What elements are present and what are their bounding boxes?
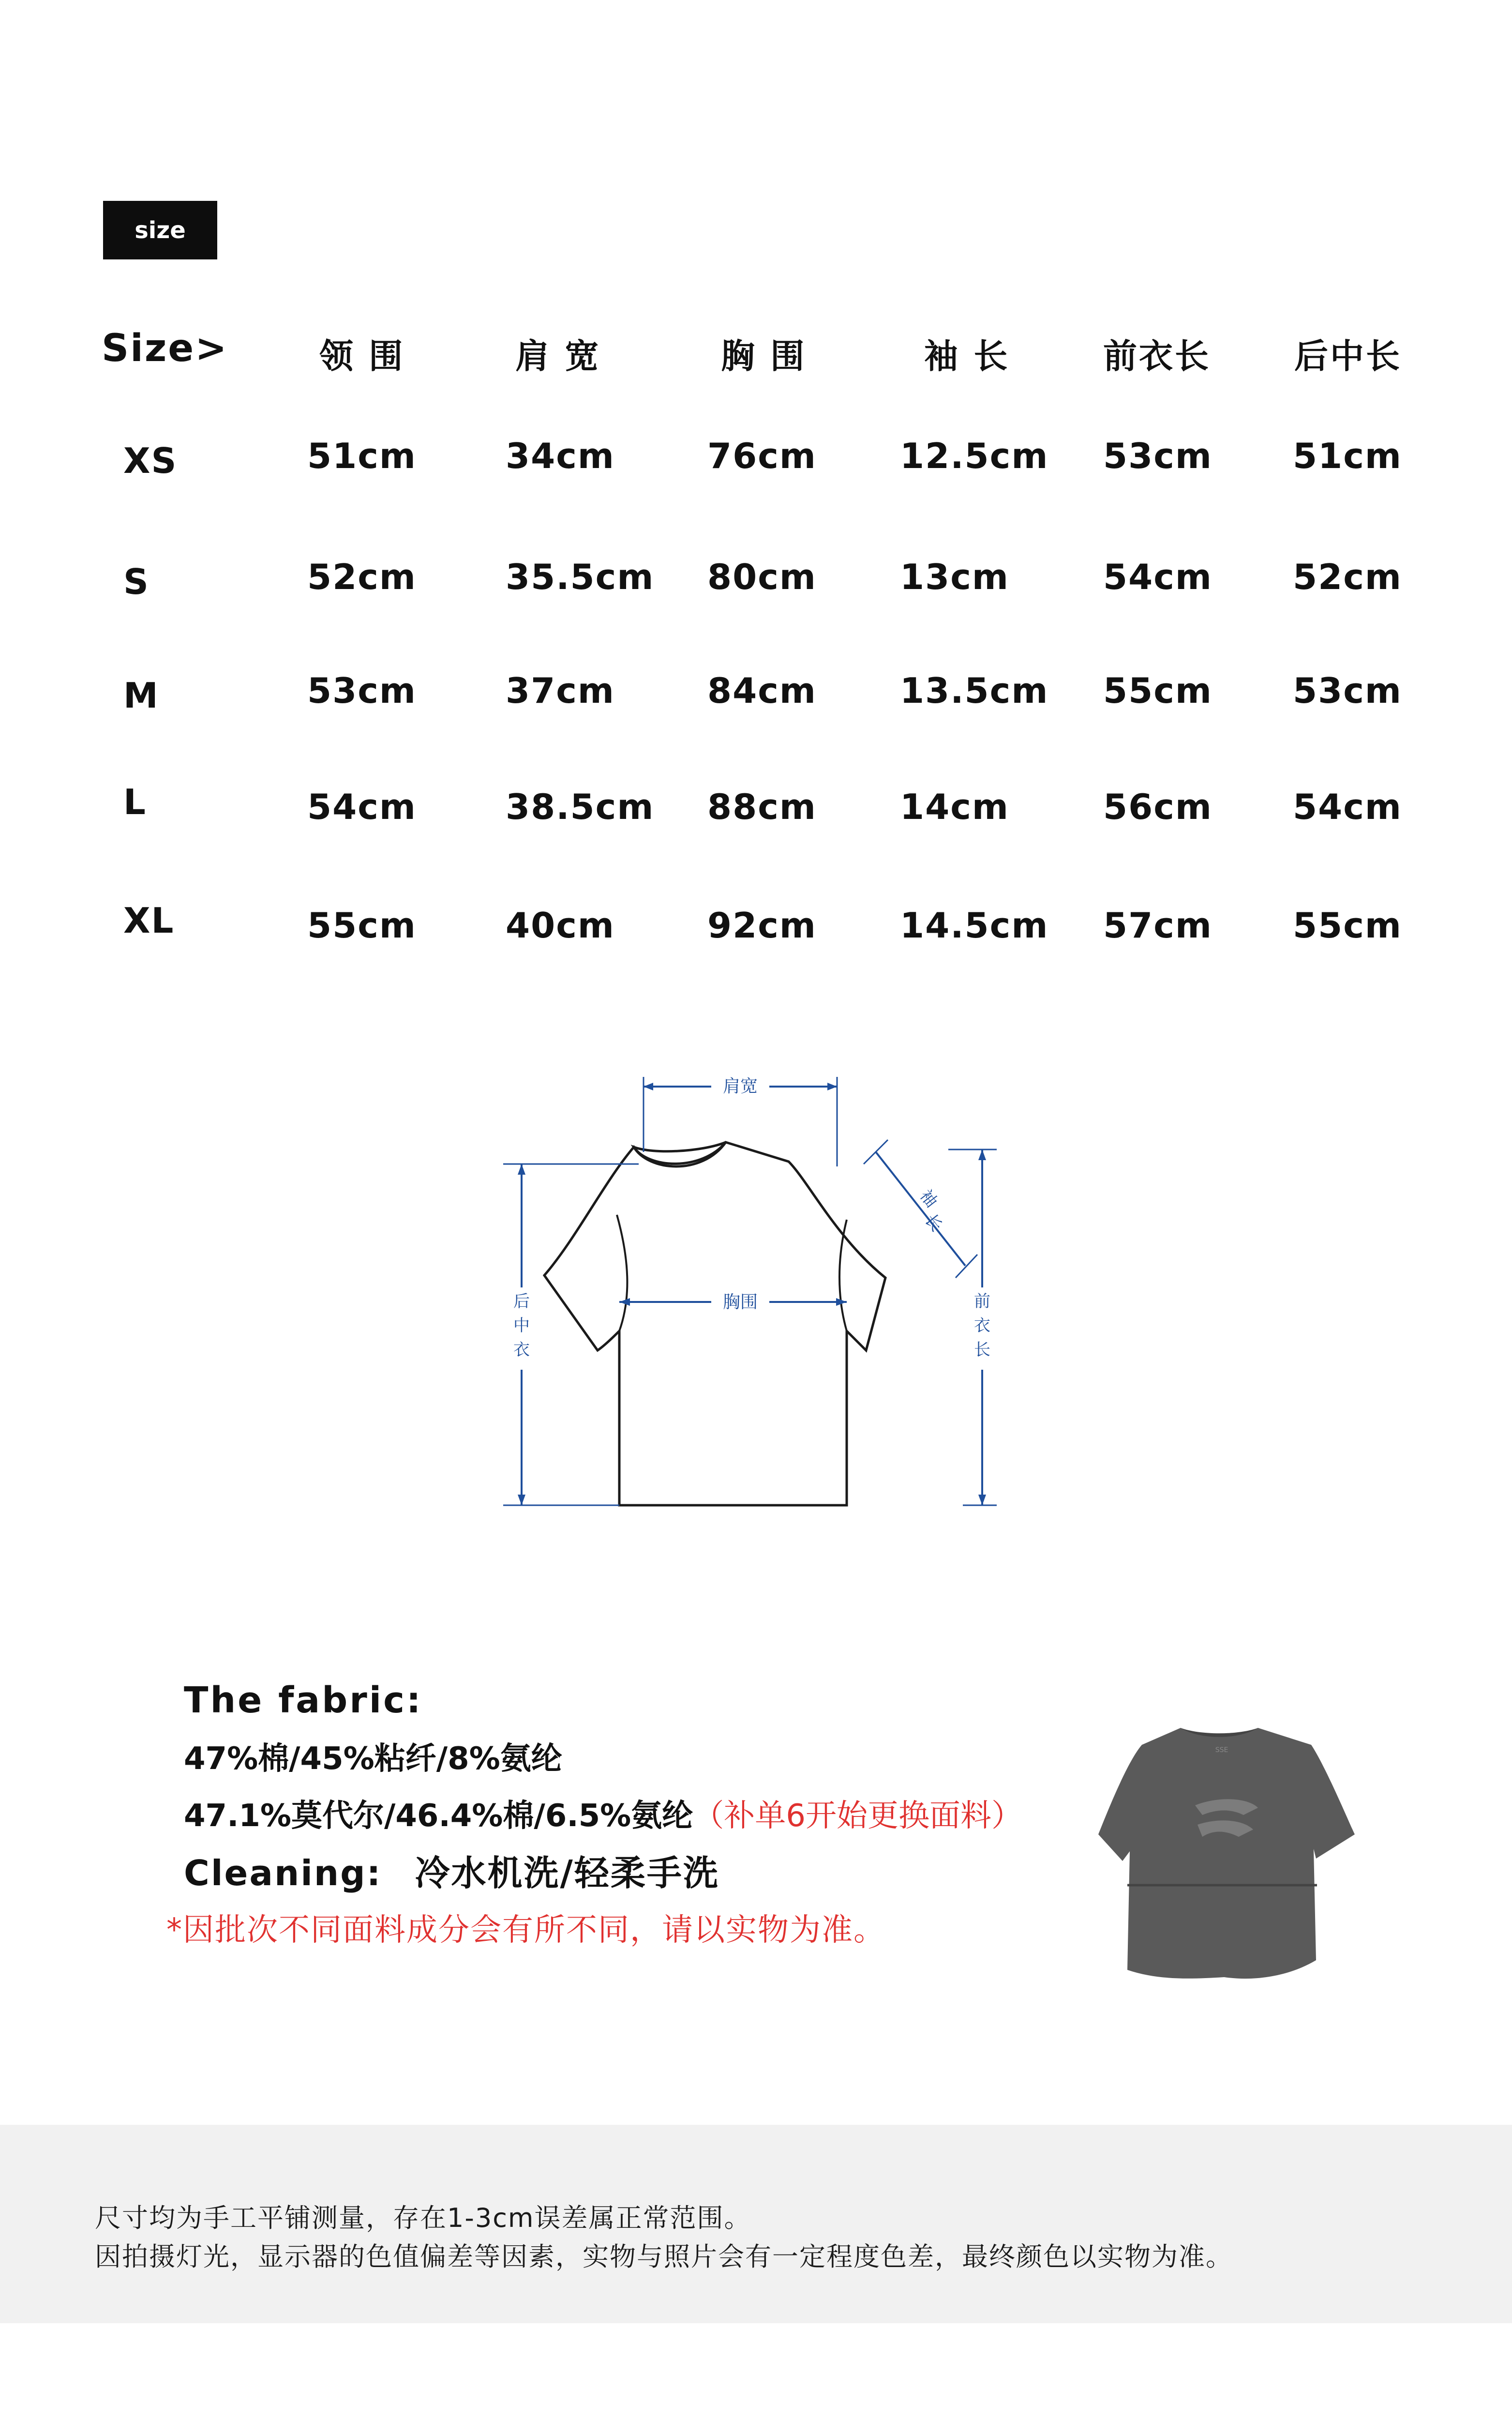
row-size: XL: [123, 900, 175, 941]
front-length-label-c: 长: [974, 1340, 990, 1360]
shoulder-label: 肩宽: [722, 1076, 758, 1096]
photo-logo: SSE: [1215, 1746, 1228, 1754]
row-front-length: 55cm: [1103, 670, 1213, 711]
row-front-length: 53cm: [1103, 436, 1213, 476]
header-shoulder: 肩 宽: [515, 336, 601, 376]
measurement-diagram: [498, 1055, 1026, 1515]
row-back-length: 51cm: [1293, 436, 1402, 476]
footer-line-2: 因拍摄灯光，显示器的色值偏差等因素，实物与照片会有一定程度色差，最终颜色以实物为准。: [95, 2241, 1233, 2272]
row-collar: 54cm: [307, 786, 417, 827]
armhole-left: [617, 1215, 627, 1331]
sleeve-label-a: 袖: [915, 1186, 942, 1211]
row-size: S: [123, 561, 150, 602]
cleaning-label: Cleaning:: [184, 1853, 382, 1893]
fabric-composition-1: 47%棉/45%粘纤/8%氨纶: [184, 1741, 562, 1777]
row-sleeve: 14.5cm: [900, 905, 1049, 946]
row-back-length: 54cm: [1293, 786, 1402, 827]
chest-label: 胸围: [722, 1292, 758, 1312]
row-front-length: 57cm: [1103, 905, 1213, 946]
header-collar: 领 围: [319, 336, 405, 376]
row-sleeve: 14cm: [900, 786, 1009, 827]
row-sleeve: 13cm: [900, 557, 1009, 597]
row-shoulder: 34cm: [506, 436, 615, 476]
tshirt-outline: [544, 1142, 885, 1505]
table-row: [0, 900, 1512, 973]
product-photo: [1098, 1718, 1360, 1989]
fabric-title: The fabric:: [184, 1679, 423, 1721]
cleaning-value: 冷水机洗/轻柔手洗: [415, 1853, 719, 1893]
tshirt-body: [1098, 1728, 1355, 1979]
size-badge: size: [103, 201, 217, 259]
front-length-label-a: 前: [974, 1292, 990, 1311]
header-sleeve: 袖 长: [924, 336, 1010, 376]
table-row: [0, 782, 1512, 854]
front-length-label-b: 衣: [974, 1316, 990, 1335]
row-back-length: 52cm: [1293, 557, 1402, 597]
header-chest: 胸 围: [721, 336, 807, 376]
row-chest: 84cm: [707, 670, 817, 711]
table-row: [0, 670, 1512, 738]
row-size: XS: [123, 440, 178, 481]
cleaning-line: [184, 1845, 1127, 1895]
row-shoulder: 35.5cm: [506, 557, 655, 597]
row-size: L: [123, 782, 147, 822]
row-shoulder: 37cm: [506, 670, 615, 711]
row-sleeve: 13.5cm: [900, 670, 1049, 711]
row-front-length: 54cm: [1103, 557, 1213, 597]
back-length-label-b: 中: [513, 1316, 530, 1335]
size-table-header: [0, 319, 1512, 382]
table-row: [0, 436, 1512, 503]
header-size: Size>: [102, 327, 228, 370]
row-chest: 76cm: [707, 436, 817, 476]
row-chest: 80cm: [707, 557, 817, 597]
fabric-section: [166, 1679, 1127, 1950]
row-size: M: [123, 675, 159, 716]
back-length-label-a: 后: [513, 1292, 530, 1311]
fabric-composition-2: [184, 1791, 1127, 1835]
row-chest: 92cm: [707, 905, 817, 946]
header-back-length: 后中长: [1294, 336, 1402, 376]
row-chest: 88cm: [707, 786, 817, 827]
row-collar: 53cm: [307, 670, 417, 711]
fabric-composition-2-note: （补单6开始更换面料）: [693, 1798, 1023, 1834]
footer-disclaimer: [0, 2125, 1512, 2323]
row-sleeve: 12.5cm: [900, 436, 1049, 476]
footer-line-1: 尺寸均为手工平铺测量，存在1-3cm误差属正常范围。: [95, 2203, 751, 2233]
row-collar: 52cm: [307, 557, 417, 597]
row-back-length: 53cm: [1293, 670, 1402, 711]
fabric-disclaimer: *因批次不同面料成分会有所不同，请以实物为准。: [166, 1912, 885, 1948]
row-collar: 51cm: [307, 436, 417, 476]
row-collar: 55cm: [307, 905, 417, 946]
row-front-length: 56cm: [1103, 786, 1213, 827]
sleeve-label-b: 长: [920, 1210, 946, 1236]
row-back-length: 55cm: [1293, 905, 1402, 946]
back-length-label-c: 衣: [513, 1340, 530, 1360]
row-shoulder: 38.5cm: [506, 786, 655, 827]
fabric-composition-2-text: 47.1%莫代尔/46.4%棉/6.5%氨纶: [184, 1798, 693, 1834]
table-row: [0, 557, 1512, 624]
header-front-length: 前衣长: [1103, 336, 1211, 376]
row-shoulder: 40cm: [506, 905, 615, 946]
